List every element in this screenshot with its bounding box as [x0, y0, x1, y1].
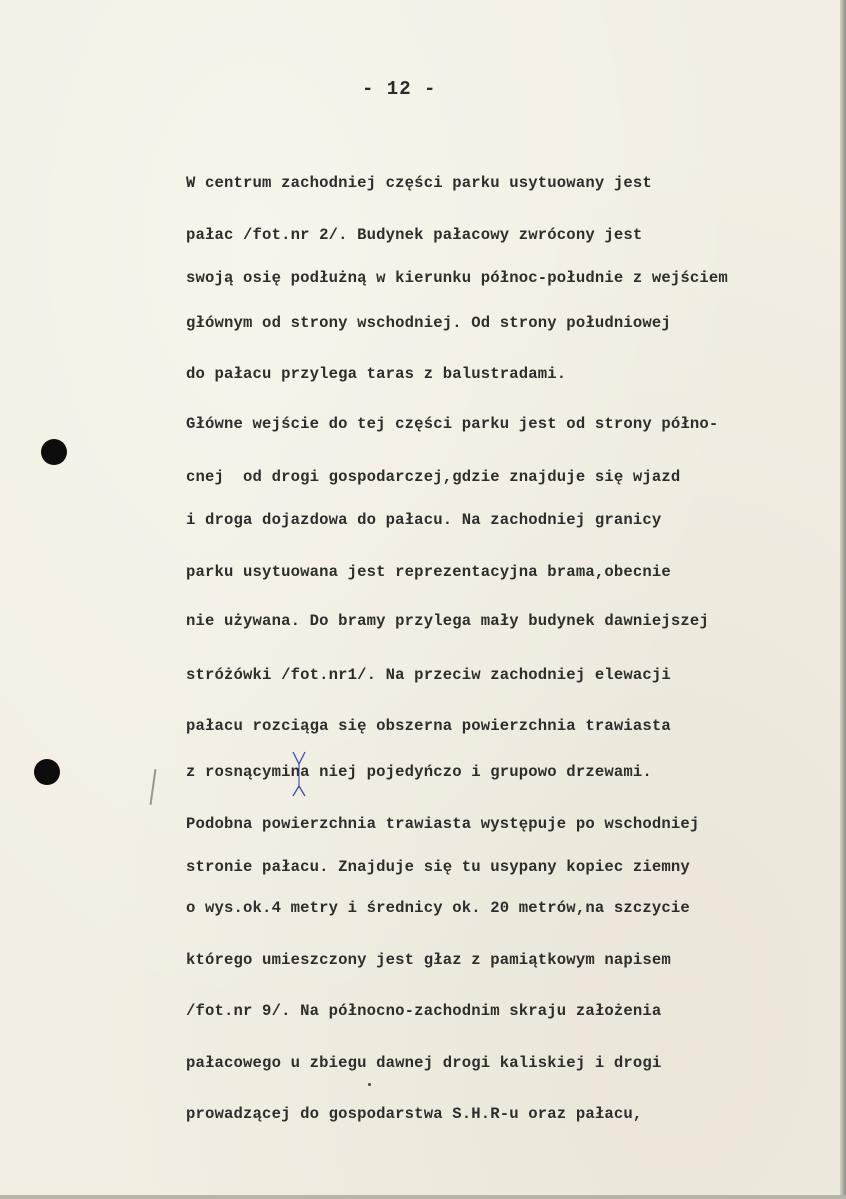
text-line: Główne wejście do tej części parku jest od strony półno-: [186, 415, 719, 433]
text-line: pałacowego u zbiegu dawnej drogi kaliskiej i drogi: [186, 1054, 662, 1072]
text-line: o wys.ok.4 metry i średnicy ok. 20 metrów,na szczycie: [186, 899, 690, 917]
text-line: pałacu rozciąga się obszerna powierzchnia trawiasta: [186, 717, 671, 735]
text-line: i droga dojazdowa do pałacu. Na zachodniej granicy: [186, 511, 662, 529]
ink-dot: [368, 1083, 371, 1086]
page-edge-shadow: [840, 0, 846, 1199]
handwritten-correction-mark: [289, 750, 309, 798]
text-line: nie używana. Do bramy przylega mały budynek dawniejszej: [186, 612, 709, 630]
text-line: /fot.nr 9/. Na północno-zachodnim skraju założenia: [186, 1002, 662, 1020]
text-line: do pałacu przylega taras z balustradami.: [186, 365, 567, 383]
text-line: swoją osię podłużną w kierunku północ-południe z wejściem: [186, 269, 728, 287]
text-line: z rosnącymina niej pojedyńczo i grupowo drzewami.: [186, 763, 652, 781]
text-line: W centrum zachodniej części parku usytuowany jest: [186, 174, 652, 192]
page-number: - 12 -: [362, 78, 437, 100]
punch-hole-top: [41, 439, 67, 465]
punch-hole-bottom: [34, 759, 60, 785]
text-line: prowadzącej do gospodarstwa S.H.R-u oraz pałacu,: [186, 1105, 643, 1123]
page-bottom-edge: [0, 1195, 846, 1199]
text-line: głównym od strony wschodniej. Od strony południowej: [186, 314, 671, 332]
margin-pencil-mark: [150, 769, 157, 805]
text-line: stróżówki /fot.nr1/. Na przeciw zachodniej elewacji: [186, 666, 671, 684]
text-line: pałac /fot.nr 2/. Budynek pałacowy zwrócony jest: [186, 226, 643, 244]
text-line: cnej od drogi gospodarczej,gdzie znajduje się wjazd: [186, 468, 681, 486]
text-line: stronie pałacu. Znajduje się tu usypany kopiec ziemny: [186, 858, 690, 876]
text-line: Podobna powierzchnia trawiasta występuje po wschodniej: [186, 815, 700, 833]
text-line: którego umieszczony jest głaz z pamiątkowym napisem: [186, 951, 671, 969]
text-line: parku usytuowana jest reprezentacyjna brama,obecnie: [186, 563, 671, 581]
